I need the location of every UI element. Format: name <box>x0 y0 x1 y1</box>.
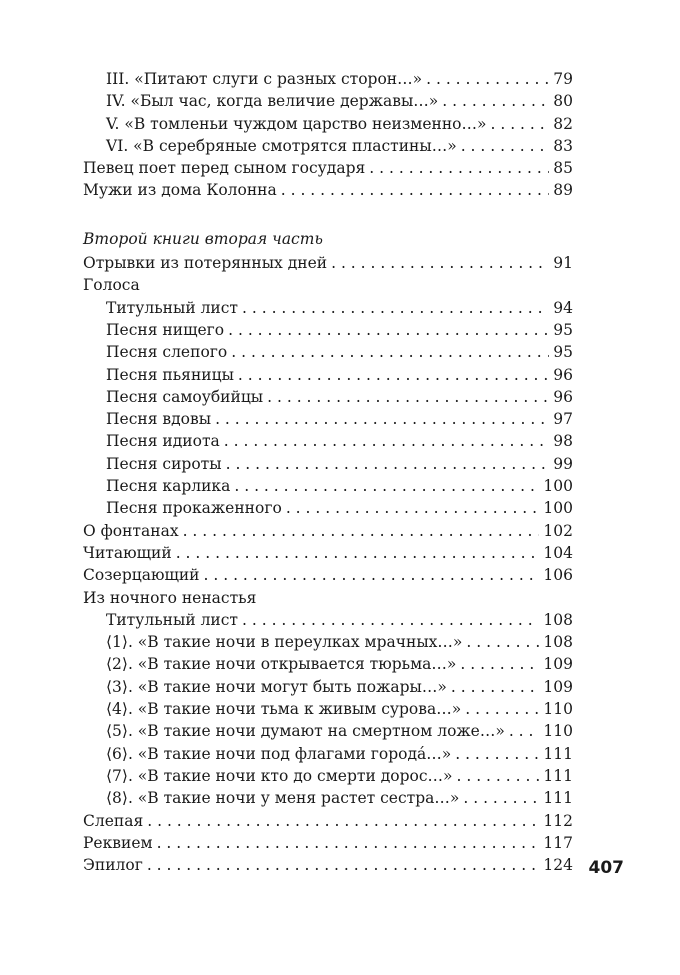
toc-entry-page: 111 <box>543 789 573 808</box>
dot-leader <box>426 68 549 90</box>
toc-entry-page: 82 <box>553 114 573 133</box>
toc-entry-page: 96 <box>553 387 573 406</box>
toc-entry[interactable] <box>83 453 573 475</box>
toc-entry-title: Песня самоубийцы <box>106 387 264 406</box>
toc-entry-title: V. «В томленьи чуждом царство неизменно…» <box>106 114 487 133</box>
toc-entry-page: 91 <box>553 254 573 273</box>
toc-entry-title: Мужи из дома Колонна <box>83 181 277 200</box>
toc-entry[interactable] <box>83 252 573 274</box>
toc-entry-page: 109 <box>543 655 573 674</box>
toc-entry-page: 124 <box>543 856 573 875</box>
toc-entry[interactable] <box>83 297 573 319</box>
section-title: Второй книги вторая часть <box>83 229 323 248</box>
dot-leader <box>369 157 549 179</box>
toc-entry-title: Титульный лист <box>106 298 239 317</box>
dot-leader <box>215 408 549 430</box>
toc-heading-storm <box>83 587 573 609</box>
toc-entry-title: ⟨5⟩. «В такие ночи думают на смертном ложе…» <box>106 722 505 741</box>
toc-entry[interactable] <box>83 319 573 341</box>
toc-entry-page: 102 <box>543 521 573 540</box>
toc-entry[interactable] <box>83 157 573 179</box>
toc-entry[interactable] <box>83 364 573 386</box>
toc-entry-page: 80 <box>553 92 573 111</box>
toc-entry-title: Песня слепого <box>106 343 228 362</box>
table-of-contents <box>83 68 573 876</box>
toc-entry-title: Песня прокаженного <box>106 499 282 518</box>
dot-leader <box>460 653 539 675</box>
toc-entry[interactable] <box>83 520 573 542</box>
toc-entry-title: Песня нищего <box>106 320 225 339</box>
toc-entry-page: 100 <box>543 477 573 496</box>
toc-entry-title: Песня пьяницы <box>106 365 234 384</box>
toc-entry[interactable] <box>83 854 573 876</box>
dot-leader <box>331 252 549 274</box>
toc-entry[interactable] <box>83 179 573 201</box>
toc-entry-page: 89 <box>553 181 573 200</box>
toc-entry-title: Песня карлика <box>106 477 231 496</box>
toc-entry-page: 79 <box>553 70 573 88</box>
toc-heading-title: Голоса <box>83 276 140 295</box>
dot-leader <box>234 475 539 497</box>
dot-leader <box>267 386 549 408</box>
toc-entry-title: Титульный лист <box>106 610 239 629</box>
toc-entry[interactable] <box>83 113 573 135</box>
toc-entry-page: 98 <box>553 432 573 451</box>
toc-entry-page: 108 <box>543 633 573 652</box>
dot-leader <box>463 787 539 809</box>
toc-entry[interactable] <box>83 698 573 720</box>
toc-entry[interactable] <box>83 564 573 586</box>
page-number: 407 <box>588 858 624 878</box>
toc-entry-title: Отрывки из потерянных дней <box>83 254 328 273</box>
toc-entry[interactable] <box>83 135 573 157</box>
toc-entry-title: ⟨2⟩. «В такие ночи открывается тюрьма…» <box>106 655 457 674</box>
toc-entry[interactable] <box>83 386 573 408</box>
dot-leader <box>176 542 540 564</box>
toc-entry[interactable] <box>83 676 573 698</box>
toc-entry-title: Созерцающий <box>83 566 200 585</box>
dot-leader <box>451 676 540 698</box>
dot-leader <box>509 720 540 742</box>
dot-leader <box>491 113 550 135</box>
toc-entry-title: Песня вдовы <box>106 410 212 429</box>
toc-entry-title: Эпилог <box>83 856 143 875</box>
dot-leader <box>183 520 540 542</box>
dot-leader <box>147 810 539 832</box>
dot-leader <box>442 90 549 112</box>
toc-entry-page: 109 <box>543 677 573 696</box>
dot-leader <box>231 341 549 363</box>
toc-entry-page: 111 <box>543 766 573 785</box>
toc-entry[interactable] <box>83 743 573 765</box>
toc-entry-title: ⟨6⟩. «В такие ночи под флагами города́…» <box>106 744 452 763</box>
toc-entry[interactable] <box>83 765 573 787</box>
toc-heading-voices <box>83 274 573 296</box>
toc-entry-title: III. «Питают слуги с разных сторон…» <box>106 70 423 88</box>
toc-entry-title: ⟨7⟩. «В такие ночи кто до смерти дорос…» <box>106 766 453 785</box>
toc-entry-title: ⟨1⟩. «В такие ночи в переулках мрачных…» <box>106 633 463 652</box>
toc-entry-page: 110 <box>543 722 573 741</box>
toc-entry-title: ⟨4⟩. «В такие ночи тьма к живым сурова…» <box>106 700 462 719</box>
toc-entry[interactable] <box>83 341 573 363</box>
toc-entry[interactable] <box>83 787 573 809</box>
dot-leader <box>466 631 539 653</box>
toc-entry-title: Певец поет перед сыном государя <box>83 159 366 178</box>
toc-entry-page: 108 <box>543 610 573 629</box>
toc-entry[interactable] <box>83 832 573 854</box>
toc-entry-title: ⟨3⟩. «В такие ночи могут быть пожары…» <box>106 677 447 696</box>
toc-entry[interactable] <box>83 430 573 452</box>
toc-entry-page: 95 <box>553 320 573 339</box>
toc-entry-title: VI. «В серебряные смотрятся пластины…» <box>106 136 457 155</box>
toc-entry-title: О фонтанах <box>83 521 179 540</box>
dot-leader <box>242 297 549 319</box>
toc-entry[interactable] <box>83 542 573 564</box>
toc-entry-title: Песня идиота <box>106 432 220 451</box>
toc-entry-title: Реквием <box>83 833 153 852</box>
toc-entry-page: 117 <box>543 833 573 852</box>
dot-leader <box>226 453 550 475</box>
toc-entry[interactable] <box>83 90 573 112</box>
toc-entry-page: 94 <box>553 298 573 317</box>
dot-leader <box>286 497 540 519</box>
toc-entry[interactable] <box>83 720 573 742</box>
toc-entry-title: Читающий <box>83 543 172 562</box>
dot-leader <box>281 179 550 201</box>
dot-leader <box>238 364 549 386</box>
toc-entry-page: 110 <box>543 700 573 719</box>
toc-entry-page: 97 <box>553 410 573 429</box>
dot-leader <box>204 564 540 586</box>
toc-entry-title: Песня сироты <box>106 454 222 473</box>
toc-entry-title: IV. «Был час, когда величие державы…» <box>106 92 439 111</box>
dot-leader <box>242 609 539 631</box>
toc-entry-page: 85 <box>553 159 573 178</box>
toc-entry-page: 95 <box>553 343 573 362</box>
toc-entry-page: 104 <box>543 543 573 562</box>
toc-entry-page: 96 <box>553 365 573 384</box>
toc-entry[interactable] <box>83 497 573 519</box>
toc-entry-page: 112 <box>543 811 573 830</box>
toc-entry[interactable] <box>83 408 573 430</box>
toc-entry[interactable] <box>83 609 573 631</box>
toc-entry-page: 100 <box>543 499 573 518</box>
dot-leader <box>455 743 539 765</box>
toc-entry-title: Слепая <box>83 811 144 830</box>
dot-leader <box>224 430 550 452</box>
toc-heading-title: Из ночного ненастья <box>83 588 257 607</box>
toc-entry[interactable] <box>83 631 573 653</box>
toc-entry[interactable] <box>83 653 573 675</box>
dot-leader <box>461 135 550 157</box>
toc-entry-title: ⟨8⟩. «В такие ночи у меня растет сестра…» <box>106 789 460 808</box>
toc-entry-page: 83 <box>553 136 573 155</box>
dot-leader <box>465 698 539 720</box>
toc-entry[interactable] <box>83 68 573 90</box>
dot-leader <box>157 832 540 854</box>
dot-leader <box>457 765 540 787</box>
toc-entry-page: 99 <box>553 454 573 473</box>
dot-leader <box>228 319 549 341</box>
toc-entry-page: 111 <box>543 744 573 763</box>
toc-entry[interactable] <box>83 810 573 832</box>
toc-entry-page: 106 <box>543 566 573 585</box>
toc-entry[interactable] <box>83 475 573 497</box>
dot-leader <box>147 854 540 876</box>
